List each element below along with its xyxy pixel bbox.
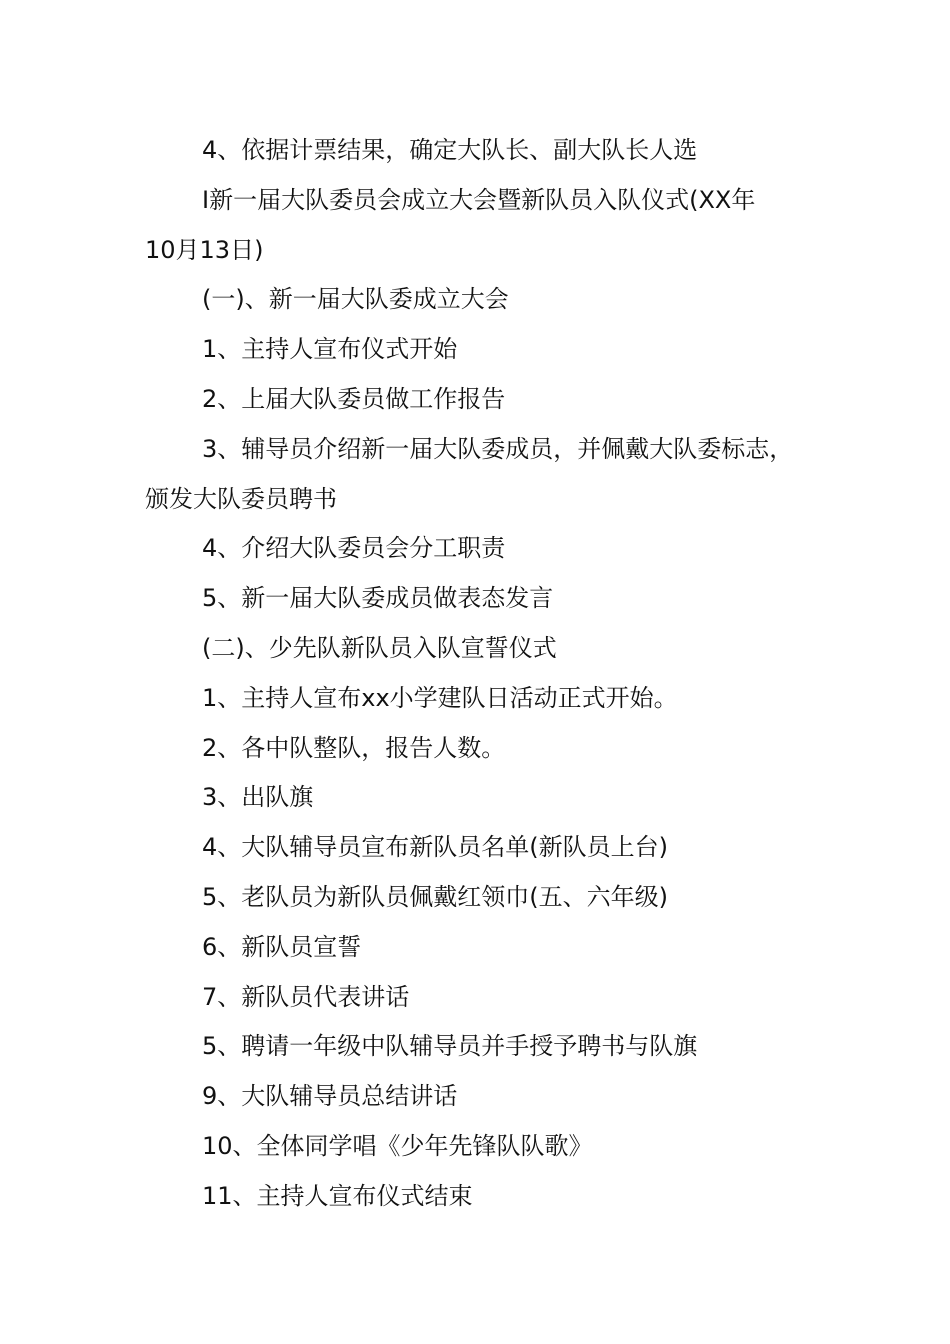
list-item: 1、主持人宣布xx小学建队日活动正式开始。 — [202, 683, 678, 712]
list-item: 4、介绍大队委员会分工职责 — [202, 534, 506, 563]
paragraph-ceremony-heading: Ⅰ新一届大队委员会成立大会暨新队员入队仪式(XX年 — [202, 185, 756, 214]
list-item-continuation: 颁发大队委员聘书 — [145, 484, 337, 513]
list-item: 10、全体同学唱《少年先锋队队歌》 — [202, 1131, 593, 1160]
list-item: 5、老队员为新队员佩戴红领巾(五、六年级) — [202, 882, 668, 911]
list-item: 6、新队员宣誓 — [202, 932, 362, 961]
list-item: 3、出队旗 — [202, 783, 314, 812]
list-item: 7、新队员代表讲话 — [202, 982, 410, 1011]
list-item: 5、聘请一年级中队辅导员并手授予聘书与队旗 — [202, 1032, 698, 1061]
list-item: 11、主持人宣布仪式结束 — [202, 1181, 473, 1210]
list-item: 2、各中队整队，报告人数。 — [202, 733, 506, 762]
paragraph-vote-result: 4、依据计票结果，确定大队长、副大队长人选 — [202, 136, 698, 164]
paragraph-ceremony-date: 10月13日) — [145, 235, 264, 264]
document-body — [145, 126, 835, 1222]
list-item: 2、上届大队委员做工作报告 — [202, 384, 506, 413]
list-item: 1、主持人宣布仪式开始 — [202, 335, 458, 364]
list-item: 9、大队辅导员总结讲话 — [202, 1082, 458, 1111]
list-item: 3、辅导员介绍新一届大队委成员，并佩戴大队委标志， — [202, 434, 794, 463]
list-item: 4、大队辅导员宣布新队员名单(新队员上台) — [202, 833, 668, 862]
section-heading-two: (二)、少先队新队员入队宣誓仪式 — [202, 633, 557, 662]
list-item: 5、新一届大队委成员做表态发言 — [202, 584, 554, 613]
section-heading-one: (一)、新一届大队委成立大会 — [202, 285, 509, 314]
